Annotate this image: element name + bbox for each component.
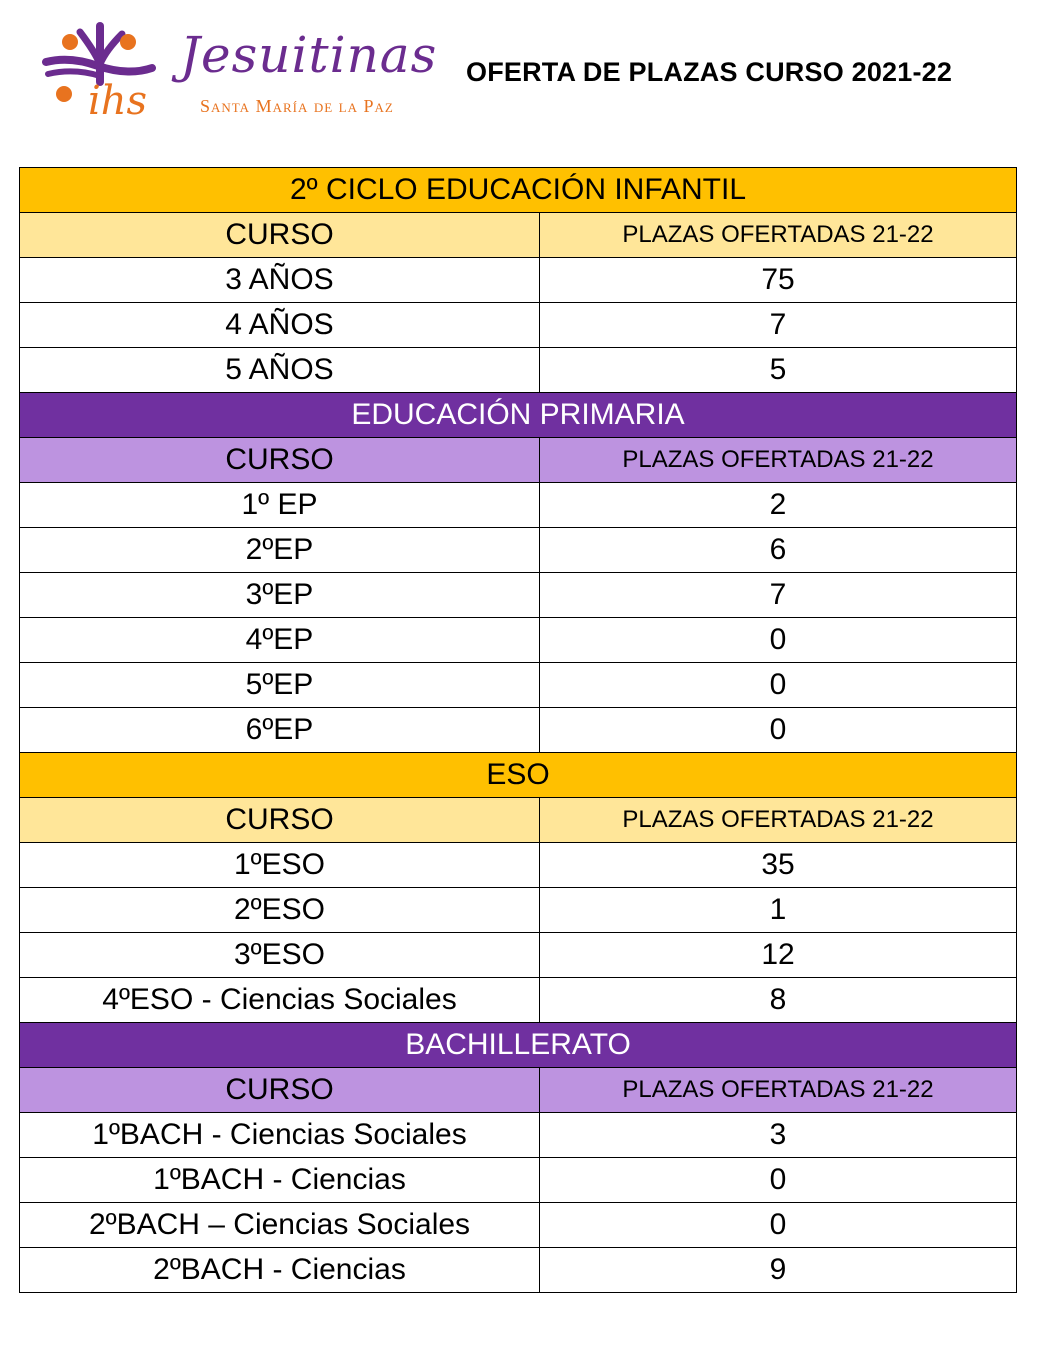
- curso-cell: 4ºESO - Ciencias Sociales: [20, 978, 540, 1023]
- plazas-cell: 5: [540, 348, 1017, 393]
- page-title: OFERTA DE PLAZAS CURSO 2021-22: [466, 57, 953, 87]
- table-row: [20, 708, 1017, 753]
- table-row: [20, 483, 1017, 528]
- curso-cell: 1ºESO: [20, 843, 540, 888]
- curso-cell: 1º EP: [20, 483, 540, 528]
- section-header-row: [20, 1023, 1017, 1068]
- table-row: [20, 1203, 1017, 1248]
- curso-cell: 3 AÑOS: [20, 258, 540, 303]
- curso-cell: 5 AÑOS: [20, 348, 540, 393]
- plazas-cell: 3: [540, 1113, 1017, 1158]
- section-title: ESO: [20, 753, 1017, 798]
- ihs-monogram: ihs: [88, 78, 148, 124]
- table-row: [20, 663, 1017, 708]
- plazas-cell: 7: [540, 303, 1017, 348]
- brand-subtitle: Santa María de la Paz: [200, 96, 394, 116]
- table-row: [20, 258, 1017, 303]
- plazas-cell: 0: [540, 663, 1017, 708]
- page-header: [0, 0, 1043, 150]
- plazas-cell: 35: [540, 843, 1017, 888]
- table-row: [20, 978, 1017, 1023]
- section-title: EDUCACIÓN PRIMARIA: [20, 393, 1017, 438]
- plazas-cell: 8: [540, 978, 1017, 1023]
- table-row: [20, 1248, 1017, 1293]
- curso-cell: 4ºEP: [20, 618, 540, 663]
- plazas-cell: 0: [540, 618, 1017, 663]
- column-header-plazas: PLAZAS OFERTADAS 21-22: [540, 1068, 1017, 1113]
- table-row: [20, 528, 1017, 573]
- column-header-plazas: PLAZAS OFERTADAS 21-22: [540, 213, 1017, 258]
- section-header-row: [20, 753, 1017, 798]
- column-header-row: [20, 1068, 1017, 1113]
- plazas-cell: 75: [540, 258, 1017, 303]
- curso-cell: 2ºBACH - Ciencias: [20, 1248, 540, 1293]
- curso-cell: 2ºESO: [20, 888, 540, 933]
- plazas-cell: 6: [540, 528, 1017, 573]
- curso-cell: 1ºBACH - Ciencias Sociales: [20, 1113, 540, 1158]
- school-logo: [40, 22, 438, 126]
- curso-cell: 3ºESO: [20, 933, 540, 978]
- places-table: [19, 167, 1017, 1293]
- column-header-plazas: PLAZAS OFERTADAS 21-22: [540, 798, 1017, 843]
- column-header-curso: CURSO: [20, 798, 540, 843]
- curso-cell: 6ºEP: [20, 708, 540, 753]
- column-header-row: [20, 438, 1017, 483]
- plazas-cell: 12: [540, 933, 1017, 978]
- table-row: [20, 843, 1017, 888]
- brand-name: Jesuitinas: [180, 26, 438, 84]
- plazas-cell: 9: [540, 1248, 1017, 1293]
- curso-cell: 2ºEP: [20, 528, 540, 573]
- column-header-curso: CURSO: [20, 1068, 540, 1113]
- column-header-row: [20, 213, 1017, 258]
- plazas-cell: 0: [540, 1203, 1017, 1248]
- table-row: [20, 933, 1017, 978]
- table-row: [20, 1113, 1017, 1158]
- curso-cell: 5ºEP: [20, 663, 540, 708]
- table-row: [20, 1158, 1017, 1203]
- section-title: 2º CICLO EDUCACIÓN INFANTIL: [20, 168, 1017, 213]
- column-header-curso: CURSO: [20, 213, 540, 258]
- table-row: [20, 573, 1017, 618]
- curso-cell: 3ºEP: [20, 573, 540, 618]
- curso-cell: 2ºBACH – Ciencias Sociales: [20, 1203, 540, 1248]
- table-row: [20, 348, 1017, 393]
- places-table-body: [20, 168, 1017, 1293]
- table-row: [20, 888, 1017, 933]
- column-header-row: [20, 798, 1017, 843]
- plazas-cell: 0: [540, 708, 1017, 753]
- table-row: [20, 303, 1017, 348]
- section-header-row: [20, 168, 1017, 213]
- jesuit-cross-icon: [40, 22, 175, 126]
- column-header-plazas: PLAZAS OFERTADAS 21-22: [540, 438, 1017, 483]
- table-row: [20, 618, 1017, 663]
- plazas-cell: 2: [540, 483, 1017, 528]
- plazas-cell: 7: [540, 573, 1017, 618]
- plazas-cell: 1: [540, 888, 1017, 933]
- section-header-row: [20, 393, 1017, 438]
- column-header-curso: CURSO: [20, 438, 540, 483]
- plazas-cell: 0: [540, 1158, 1017, 1203]
- section-title: BACHILLERATO: [20, 1023, 1017, 1068]
- curso-cell: 1ºBACH - Ciencias: [20, 1158, 540, 1203]
- curso-cell: 4 AÑOS: [20, 303, 540, 348]
